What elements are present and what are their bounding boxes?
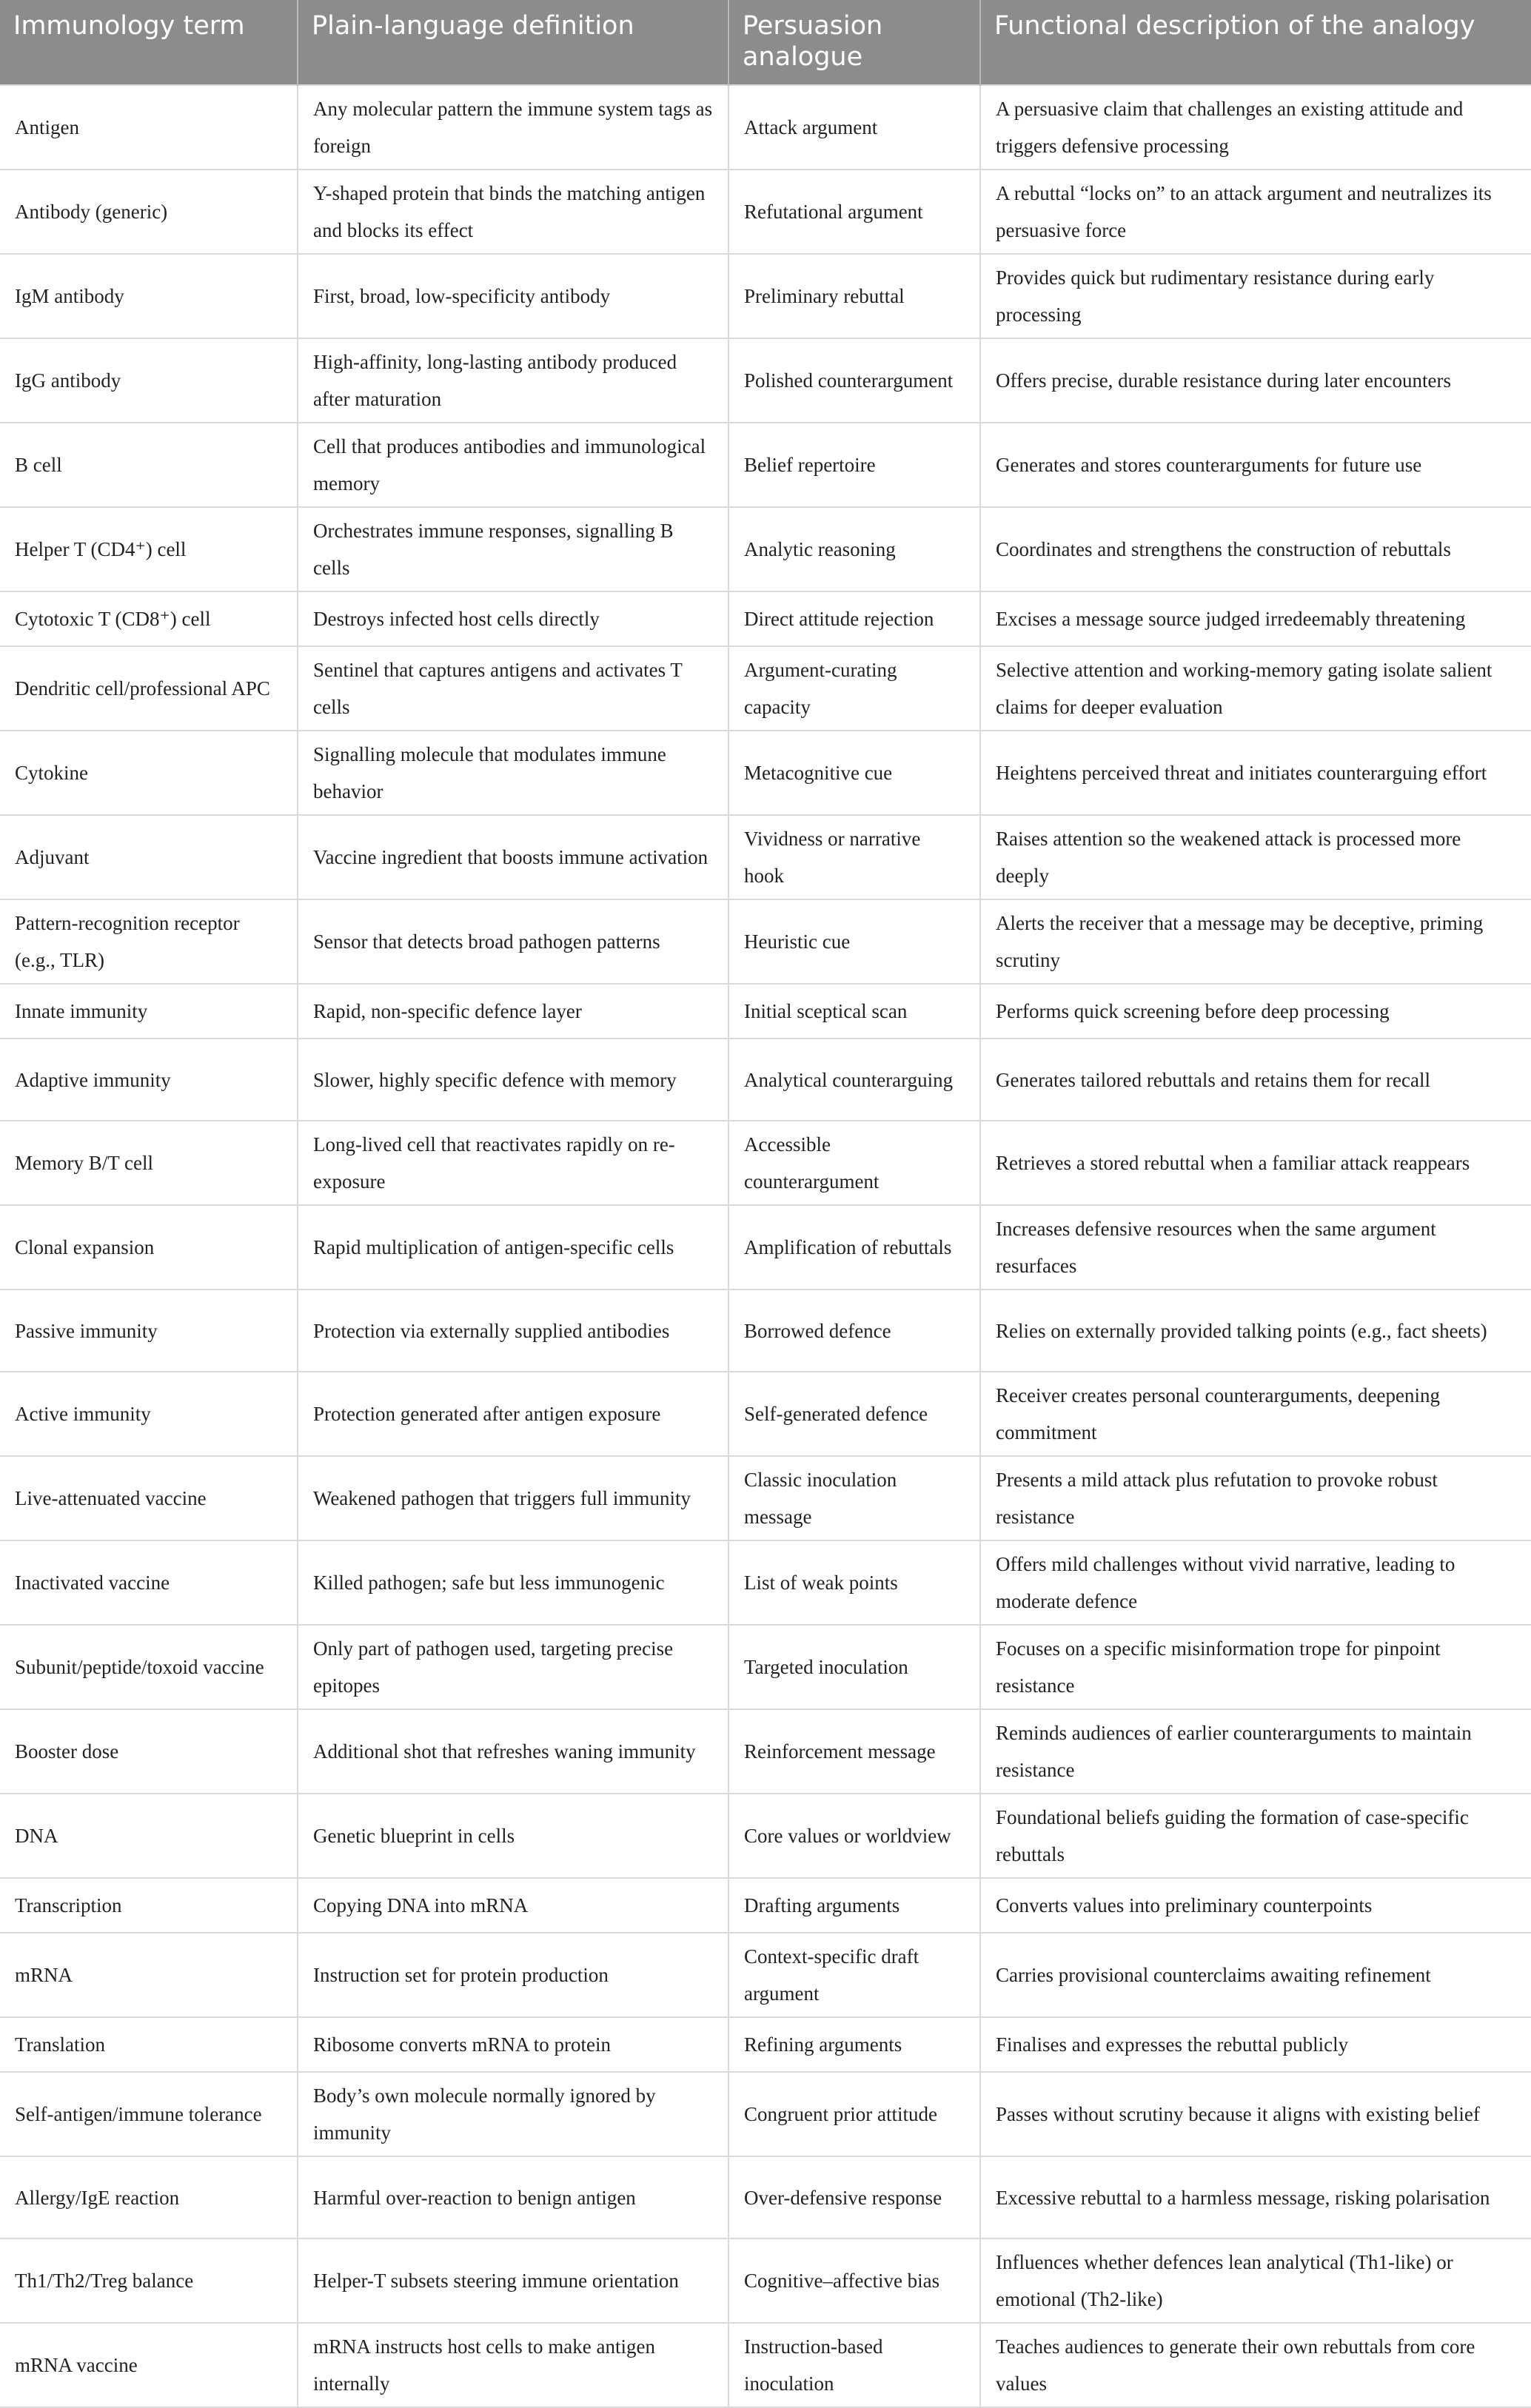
cell-definition: Any molecular pattern the immune system tags as foreign	[298, 85, 728, 170]
cell-description: Increases defensive resources when the same argument resurfaces	[980, 1205, 1531, 1289]
cell-definition: Genetic blueprint in cells	[298, 1794, 728, 1878]
cell-description: Generates and stores counterarguments for future use	[980, 423, 1531, 507]
cell-term: mRNA vaccine	[0, 2323, 298, 2407]
table-row	[0, 1039, 1531, 1121]
table-row	[0, 507, 1531, 591]
cell-analogue: Analytic reasoning	[728, 507, 980, 591]
cell-term: IgM antibody	[0, 254, 298, 338]
table-row	[0, 815, 1531, 899]
cell-term: Cytokine	[0, 731, 298, 815]
cell-analogue: Analytical counterarguing	[728, 1039, 980, 1121]
cell-description: Provides quick but rudimentary resistance during early processing	[980, 254, 1531, 338]
cell-term: B cell	[0, 423, 298, 507]
cell-analogue: Initial sceptical scan	[728, 984, 980, 1039]
cell-description: Presents a mild attack plus refutation to provoke robust resistance	[980, 1456, 1531, 1540]
table-row	[0, 1933, 1531, 2017]
table-row	[0, 1878, 1531, 1933]
cell-analogue: List of weak points	[728, 1540, 980, 1625]
cell-analogue: Accessible counterargument	[728, 1121, 980, 1205]
cell-definition: Signalling molecule that modulates immune behavior	[298, 731, 728, 815]
cell-analogue: Borrowed defence	[728, 1289, 980, 1372]
cell-definition: Weakened pathogen that triggers full immunity	[298, 1456, 728, 1540]
cell-term: Helper T (CD4⁺) cell	[0, 507, 298, 591]
table-row	[0, 2017, 1531, 2072]
cell-definition: Helper-T subsets steering immune orientation	[298, 2238, 728, 2323]
cell-analogue: Self-generated defence	[728, 1372, 980, 1456]
cell-definition: Harmful over-reaction to benign antigen	[298, 2156, 728, 2238]
cell-description: Performs quick screening before deep processing	[980, 984, 1531, 1039]
table-row	[0, 984, 1531, 1039]
cell-definition: Protection generated after antigen exposure	[298, 1372, 728, 1456]
cell-definition: First, broad, low-specificity antibody	[298, 254, 728, 338]
cell-definition: Killed pathogen; safe but less immunogenic	[298, 1540, 728, 1625]
cell-term: Innate immunity	[0, 984, 298, 1039]
table-row	[0, 1372, 1531, 1456]
cell-definition: mRNA instructs host cells to make antigen internally	[298, 2323, 728, 2407]
cell-definition: Orchestrates immune responses, signalling B cells	[298, 507, 728, 591]
cell-analogue: Amplification of rebuttals	[728, 1205, 980, 1289]
table-row	[0, 899, 1531, 984]
cell-analogue: Reinforcement message	[728, 1709, 980, 1794]
cell-definition: Rapid, non-specific defence layer	[298, 984, 728, 1039]
cell-term: Adjuvant	[0, 815, 298, 899]
cell-definition: Only part of pathogen used, targeting precise epitopes	[298, 1625, 728, 1709]
cell-definition: Rapid multiplication of antigen-specific cells	[298, 1205, 728, 1289]
cell-term: mRNA	[0, 1933, 298, 2017]
table-row	[0, 1121, 1531, 1205]
cell-definition: Instruction set for protein production	[298, 1933, 728, 2017]
cell-term: Passive immunity	[0, 1289, 298, 1372]
table-row	[0, 591, 1531, 646]
cell-description: Receiver creates personal counterarguments, deepening commitment	[980, 1372, 1531, 1456]
cell-description: Selective attention and working-memory gating isolate salient claims for deeper evaluation	[980, 646, 1531, 731]
cell-analogue: Refutational argument	[728, 170, 980, 254]
cell-term: Translation	[0, 2017, 298, 2072]
cell-term: Pattern-recognition receptor (e.g., TLR)	[0, 899, 298, 984]
cell-analogue: Congruent prior attitude	[728, 2072, 980, 2156]
table-row	[0, 423, 1531, 507]
table-row	[0, 731, 1531, 815]
cell-analogue: Polished counterargument	[728, 338, 980, 423]
cell-analogue: Preliminary rebuttal	[728, 254, 980, 338]
table-row	[0, 2238, 1531, 2323]
cell-analogue: Belief repertoire	[728, 423, 980, 507]
table-row	[0, 338, 1531, 423]
cell-term: Th1/Th2/Treg balance	[0, 2238, 298, 2323]
cell-definition: Vaccine ingredient that boosts immune activation	[298, 815, 728, 899]
table-row	[0, 646, 1531, 731]
table-row	[0, 1456, 1531, 1540]
table-row	[0, 170, 1531, 254]
cell-analogue: Vividness or narrative hook	[728, 815, 980, 899]
cell-term: Antigen	[0, 85, 298, 170]
table-row	[0, 254, 1531, 338]
cell-description: A persuasive claim that challenges an existing attitude and triggers defensive processing	[980, 85, 1531, 170]
cell-analogue: Drafting arguments	[728, 1878, 980, 1933]
cell-definition: Sensor that detects broad pathogen patterns	[298, 899, 728, 984]
cell-description: A rebuttal “locks on” to an attack argument and neutralizes its persuasive force	[980, 170, 1531, 254]
cell-analogue: Cognitive–affective bias	[728, 2238, 980, 2323]
cell-analogue: Instruction-based inoculation	[728, 2323, 980, 2407]
header-row	[0, 0, 1531, 85]
cell-definition: Protection via externally supplied antibodies	[298, 1289, 728, 1372]
cell-definition: Y-shaped protein that binds the matching antigen and blocks its effect	[298, 170, 728, 254]
cell-description: Teaches audiences to generate their own rebuttals from core values	[980, 2323, 1531, 2407]
cell-term: Self-antigen/immune tolerance	[0, 2072, 298, 2156]
cell-analogue: Core values or worldview	[728, 1794, 980, 1878]
cell-term: DNA	[0, 1794, 298, 1878]
cell-term: Adaptive immunity	[0, 1039, 298, 1121]
cell-analogue: Over-defensive response	[728, 2156, 980, 2238]
cell-term: Memory B/T cell	[0, 1121, 298, 1205]
table-body	[0, 85, 1531, 2407]
cell-analogue: Heuristic cue	[728, 899, 980, 984]
cell-definition: Body’s own molecule normally ignored by immunity	[298, 2072, 728, 2156]
cell-term: Active immunity	[0, 1372, 298, 1456]
cell-term: Cytotoxic T (CD8⁺) cell	[0, 591, 298, 646]
cell-analogue: Argument-curating capacity	[728, 646, 980, 731]
cell-definition: Copying DNA into mRNA	[298, 1878, 728, 1933]
header-plain-language-definition: Plain-language definition	[298, 0, 728, 85]
cell-definition: Cell that produces antibodies and immunological memory	[298, 423, 728, 507]
table-header	[0, 0, 1531, 85]
header-functional-description: Functional description of the analogy	[980, 0, 1531, 85]
cell-description: Excessive rebuttal to a harmless message, risking polarisation	[980, 2156, 1531, 2238]
cell-term: IgG antibody	[0, 338, 298, 423]
cell-definition: High-affinity, long-lasting antibody produced after maturation	[298, 338, 728, 423]
cell-description: Carries provisional counterclaims awaiting refinement	[980, 1933, 1531, 2017]
cell-term: Clonal expansion	[0, 1205, 298, 1289]
cell-term: Allergy/IgE reaction	[0, 2156, 298, 2238]
cell-definition: Slower, highly specific defence with memory	[298, 1039, 728, 1121]
cell-term: Dendritic cell/professional APC	[0, 646, 298, 731]
cell-description: Retrieves a stored rebuttal when a familiar attack reappears	[980, 1121, 1531, 1205]
cell-description: Influences whether defences lean analytical (Th1-like) or emotional (Th2-like)	[980, 2238, 1531, 2323]
cell-term: Booster dose	[0, 1709, 298, 1794]
cell-description: Relies on externally provided talking points (e.g., fact sheets)	[980, 1289, 1531, 1372]
cell-analogue: Context-specific draft argument	[728, 1933, 980, 2017]
cell-term: Transcription	[0, 1878, 298, 1933]
cell-description: Focuses on a specific misinformation trope for pinpoint resistance	[980, 1625, 1531, 1709]
cell-definition: Long-lived cell that reactivates rapidly on re-exposure	[298, 1121, 728, 1205]
table-row	[0, 1794, 1531, 1878]
cell-term: Antibody (generic)	[0, 170, 298, 254]
cell-definition: Destroys infected host cells directly	[298, 591, 728, 646]
table-row	[0, 2156, 1531, 2238]
cell-analogue: Metacognitive cue	[728, 731, 980, 815]
cell-analogue: Targeted inoculation	[728, 1625, 980, 1709]
cell-term: Subunit/peptide/toxoid vaccine	[0, 1625, 298, 1709]
cell-analogue: Refining arguments	[728, 2017, 980, 2072]
cell-term: Live-attenuated vaccine	[0, 1456, 298, 1540]
cell-description: Coordinates and strengthens the construction of rebuttals	[980, 507, 1531, 591]
table-row	[0, 1540, 1531, 1625]
cell-definition: Additional shot that refreshes waning immunity	[298, 1709, 728, 1794]
cell-analogue: Direct attitude rejection	[728, 591, 980, 646]
cell-description: Reminds audiences of earlier counterarguments to maintain resistance	[980, 1709, 1531, 1794]
table-row	[0, 85, 1531, 170]
header-persuasion-analogue: Persuasion analogue	[728, 0, 980, 85]
table-row	[0, 1289, 1531, 1372]
cell-description: Offers mild challenges without vivid narrative, leading to moderate defence	[980, 1540, 1531, 1625]
cell-description: Passes without scrutiny because it aligns with existing belief	[980, 2072, 1531, 2156]
cell-description: Excises a message source judged irredeemably threatening	[980, 591, 1531, 646]
cell-analogue: Classic inoculation message	[728, 1456, 980, 1540]
table-row	[0, 1205, 1531, 1289]
table-row	[0, 2072, 1531, 2156]
cell-term: Inactivated vaccine	[0, 1540, 298, 1625]
table-row	[0, 1709, 1531, 1794]
cell-description: Converts values into preliminary counterpoints	[980, 1878, 1531, 1933]
table-row	[0, 1625, 1531, 1709]
cell-description: Offers precise, durable resistance during later encounters	[980, 338, 1531, 423]
cell-description: Generates tailored rebuttals and retains them for recall	[980, 1039, 1531, 1121]
header-immunology-term: Immunology term	[0, 0, 298, 85]
cell-description: Finalises and expresses the rebuttal publicly	[980, 2017, 1531, 2072]
cell-description: Alerts the receiver that a message may be deceptive, priming scrutiny	[980, 899, 1531, 984]
cell-definition: Ribosome converts mRNA to protein	[298, 2017, 728, 2072]
cell-description: Heightens perceived threat and initiates counterarguing effort	[980, 731, 1531, 815]
cell-analogue: Attack argument	[728, 85, 980, 170]
cell-description: Raises attention so the weakened attack is processed more deeply	[980, 815, 1531, 899]
table-row	[0, 2323, 1531, 2407]
cell-definition: Sentinel that captures antigens and activates T cells	[298, 646, 728, 731]
cell-description: Foundational beliefs guiding the formation of case-specific rebuttals	[980, 1794, 1531, 1878]
